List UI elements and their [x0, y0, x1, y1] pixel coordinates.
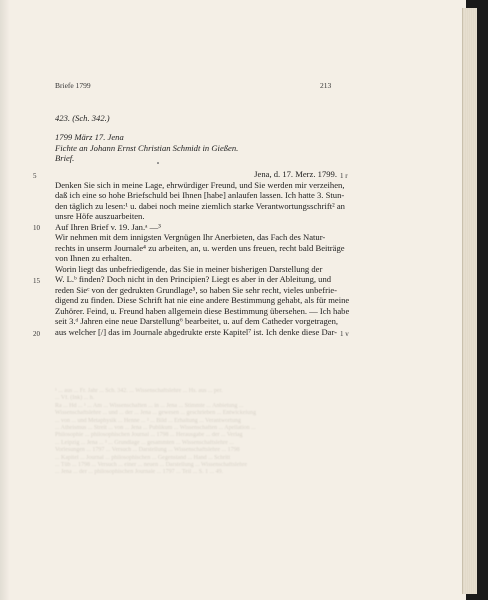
- text-line: Zuhörer. Feind, u. Freund haben allgemein diese Bestimmung übersehen. — Ich habe: [55, 305, 350, 316]
- spine-shadow: [0, 0, 10, 600]
- text-line: rechts in unserm Journale⁴ zu arbeiten, an, u. werden uns freuen, recht bald Beiträge: [55, 242, 345, 253]
- text-line: reden Sieᶜ von der gedrukten Grundlage⁵, so haben Sie sehr recht, vieles unbefrie-: [55, 284, 338, 295]
- margin-note: 1 r: [340, 172, 348, 180]
- page-number: 213: [320, 81, 332, 90]
- text-line: daß ich eine so hohe Briefschuld bei Ihnen [habe] anlaufen lassen. Ich hatte 3. Stun-: [55, 190, 345, 200]
- letter-meta: [55, 132, 238, 164]
- show-through-line: ... Leipzig ... Jena ... ³ ... Grundlage ... gesammten ... Wissenschaftslehre ...: [55, 439, 234, 446]
- text-line: Wir nehmen mit dem innigsten Vergnügen Ihr Anerbieten, das Fach des Natur-: [55, 232, 326, 242]
- show-through-line: ... Tüb ... 1798 ... Versuch ... einer ... neuen ... Darstellung ... Wissenschaftslehre: [55, 462, 248, 469]
- line-number: 15: [33, 277, 40, 285]
- text-line: Auf Ihren Brief v. 19. Jan.ᵃ —³: [55, 221, 161, 232]
- margin-note: 1 v: [340, 330, 349, 338]
- line-number: 10: [33, 224, 40, 232]
- show-through-line: Wissenschaftslehre ... und ... der ... Jena ... gewesen ... geschrieben ... Entwickelung: [55, 410, 257, 417]
- line-number: 5: [33, 172, 37, 180]
- text-line: W. L.ᵇ finden? Doch nicht in den Principien? Liegt es aber in der Ableitung, und: [55, 274, 332, 284]
- ink-dot: [157, 162, 159, 164]
- show-through-line: ... Kapitel ... Journal ... philosophischen ... Gegenstand ... Hand ... Schritt: [55, 454, 231, 461]
- show-through-text: [55, 388, 340, 477]
- show-through-line: ... Jena ... der ... philosophischen Journale ... 1797 ... Teil ... S. 1 ... 49.: [55, 469, 224, 476]
- text-line: seit 3.ᵈ Jahren eine neue Darstellung⁶ bearbeitet, u. auf dem Catheder vorgetragen,: [55, 316, 339, 326]
- letter-number: 423. (Sch. 342.): [55, 113, 110, 123]
- letter-recipient: Fichte an Johann Ernst Christian Schmidt in Gießen.: [55, 142, 239, 153]
- letter-type: Brief.: [55, 153, 75, 163]
- line-number: 20: [33, 330, 40, 338]
- show-through-line: ... Atheismus ... Streit ... von ... Jena ... Publikum ... Wissenschaften ... Apellation ...: [55, 425, 256, 432]
- show-through-line: ... Vf. (Ink) ... h.: [55, 395, 95, 402]
- text-line: Worin liegt das unbefriedigende, das Sie in meiner bisherigen Darstellung der: [55, 263, 323, 274]
- text-line: unsre Höfe auszuarbeiten.: [55, 211, 145, 221]
- show-through-line: ¹ ... aus ... Fr. Jahr ... Sch. 342. ... Wissenschaftslehre ... Hs. aus ... per.: [55, 388, 223, 394]
- running-title: Briefe 1799: [55, 81, 91, 90]
- text-line: den täglich zu lesen:¹ u. dabei noch meine ziemlich starke Verantwortungsschrift² an: [55, 200, 345, 211]
- text-line-dateline: Jena, d. 17. Merz. 1799.: [254, 169, 337, 179]
- text-line: aus welcher [/] das im Journale abgedrukte erste Kapitel⁷ ist. Ich denke diese Dar-: [55, 326, 338, 337]
- book-fore-edge: [462, 8, 477, 594]
- text-line: von Ihnen zu erhalten.: [55, 253, 132, 263]
- show-through-line: Philosophie ... philosophischen Journal ... 1798 ... Herausgabe ... der ... Verlag: [55, 432, 243, 439]
- text-line: digend zu finden. Diese Schrift hat nie eine andere Bestimmung gehabt, als für meine: [55, 295, 350, 305]
- letter-date-place: 1799 März 17. Jena: [55, 132, 124, 142]
- show-through-line: ... von ... und Metaphysik ... Henne ... ² ... Bild ... Erhaltung ... Verantwortung: [55, 417, 241, 424]
- text-line: Denken Sie sich in meine Lage, ehrwürdiger Freund, und Sie werden mir verzeihen,: [55, 179, 345, 190]
- show-through-line: Ra ... Hd ... ¹ ... Am ... Wissenschaften ... in ... Jena ... Stimmte ... Anbietung ...: [55, 402, 244, 409]
- show-through-line: Vorlesungen ... 1797 ... Versuch ... Darstellung ... Wissenschaftslehre ... 1798: [55, 447, 240, 454]
